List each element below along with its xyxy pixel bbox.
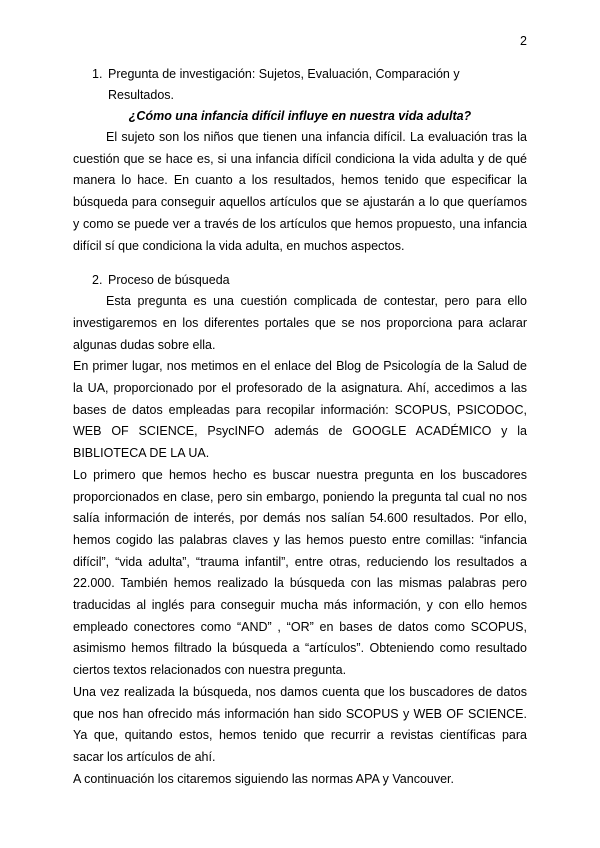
- section-2-number: 2.: [92, 273, 103, 288]
- section-1-title: Pregunta de investigación: Sujetos, Evaluación, Comparación y Resultados.: [108, 67, 460, 102]
- page-number: 2: [520, 34, 527, 48]
- section-spacer: [73, 257, 527, 270]
- section-2-paragraph-4: Una vez realizada la búsqueda, nos damos cuenta que los buscadores de datos que nos han ofrecido más información han sido SCOPUS y WEB OF SCIENCE. Ya que, quitando estos, hemos tenido que recurrir a revistas científicas para sacar los artículos de ahí.: [73, 684, 527, 764]
- section-2-heading: [73, 270, 527, 291]
- section-2-paragraph-1: Esta pregunta es una cuestión complicada de contestar, pero para ello investigaremos en los diferentes portales que se nos proporciona para aclarar algunas dudas sobre ella.: [73, 294, 527, 352]
- section-2-paragraph-5: A continuación los citaremos siguiendo las normas APA y Vancouver.: [73, 771, 454, 786]
- section-2-paragraph-2: En primer lugar, nos metimos en el enlace del Blog de Psicología de la Salud de la UA, proporcionado por el profesorado de la asignatura. Ahí, accedimos a las bases de datos empleadas para recopilar información: SCOPUS, PSICODOC, WEB OF SCIENCE, PsycINFO además de GOOGLE ACADÉMICO y la BIBLIOTECA DE LA UA.: [73, 359, 527, 461]
- section-1-number: 1.: [92, 67, 103, 81]
- section-1-paragraph: El sujeto son los niños que tienen una infancia difícil. La evaluación tras la cuestión que se hace es, si una infancia difícil condiciona la vida adulta y de qué manera lo hace. En cuanto a los resultados, hemos tenido que especificar la búsqueda para conseguir aquellos artículos que se ajustarán a lo que queríamos y como se puede ver a través de los artículos que hemos propuesto, una infancia difícil sí que condiciona la vida adulta, en muchos aspectos.: [73, 130, 527, 253]
- section-2-title: Proceso de búsqueda: [108, 273, 230, 288]
- document-content: [73, 64, 527, 790]
- research-question: ¿Cómo una infancia difícil influye en nuestra vida adulta?: [128, 109, 472, 123]
- section-2-paragraph-3: Lo primero que hemos hecho es buscar nuestra pregunta en los buscadores proporcionados en clase, pero sin embargo, poniendo la pregunta tal cual no nos salía información de interés, por demás nos salían 54.600 resultados. Por ello, hemos cogido las palabras claves y las hemos puesto entre comillas: “infancia difícil”, “vida adulta”, “trauma infantil”, entre otras, reduciendo los resultados a 22.000. También hemos realizado la búsqueda con las mismas palabras pero traducidas al inglés para conseguir mucha más información, y con ello hemos empleado conectores como “AND” , “OR” en bases de datos como SCOPUS, asimismo hemos filtrado la búsqueda a “artículos”. Obteniendo como resultado ciertos textos relacionados con nuestra pregunta.: [73, 467, 527, 678]
- section-1-heading: [73, 64, 527, 106]
